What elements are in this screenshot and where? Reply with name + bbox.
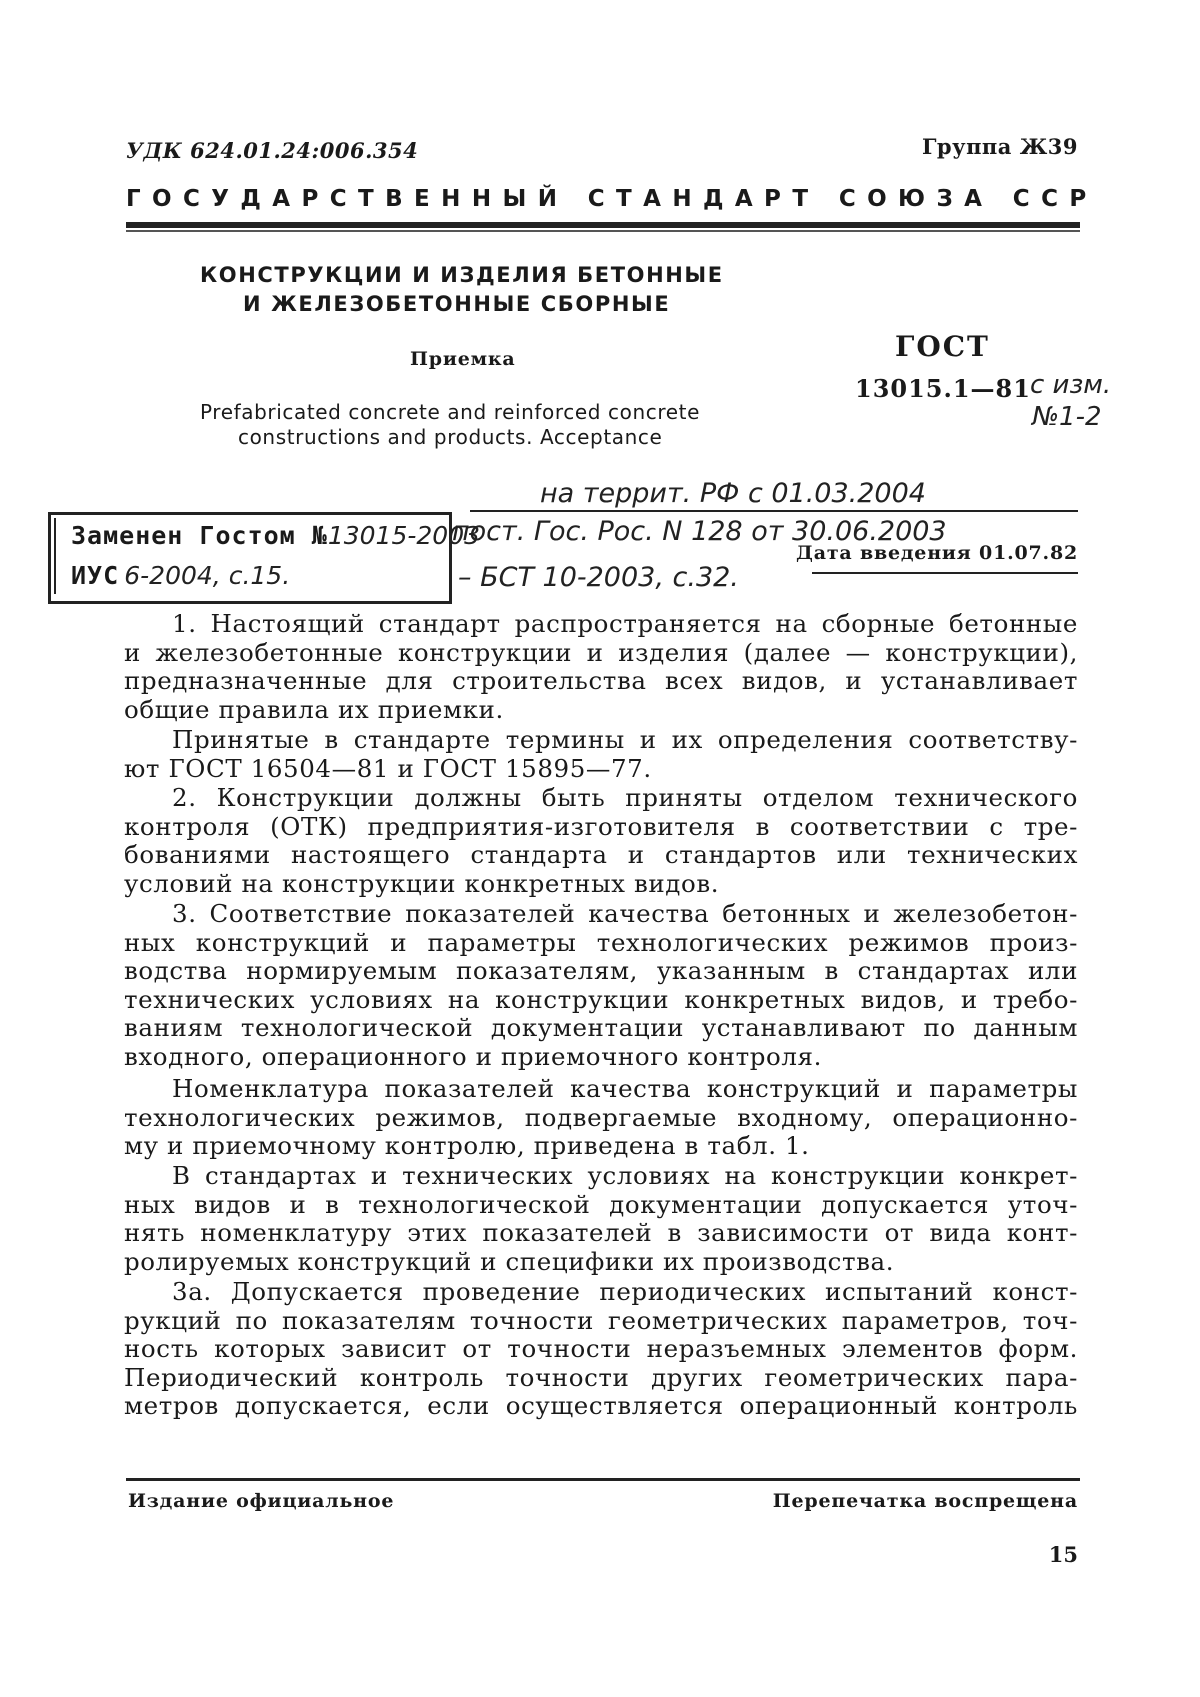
handwritten-changes-1: с изм. — [1030, 370, 1112, 400]
handwritten-territory-note: на террит. РФ с 01.03.2004 — [540, 478, 926, 509]
group-code: Группа Ж39 — [921, 134, 1078, 159]
reprint-prohibited-note: Перепечатка воспрещена — [772, 1490, 1078, 1512]
handwritten-bst-note: – БСТ 10-2003, с.32. — [458, 562, 739, 593]
handwritten-decree-note: пост. Гос. Рос. N 128 от 30.06.2003 — [452, 516, 947, 547]
stamp-ius-issue: 6-2004, с.15. — [124, 561, 291, 590]
stamp-replacing-standard: 13015-2003 — [327, 521, 481, 550]
gost-number: 13015.1—81 — [855, 374, 1031, 403]
intro-date-underline — [812, 572, 1078, 574]
paragraph-2: Принятые в стандарте термины и их определения соответству- ют ГОСТ 16504—81 и ГОСТ 15895—77. — [124, 725, 1078, 783]
handwritten-changes-2: №1-2 — [1032, 402, 1102, 432]
paragraph-1: 1. Настоящий стандарт распространяется на сборные бетонные и железобетонные конструкции и изделия (далее — конструкции), предназначенные для строительства всех видов, и устанавливает общие правила их приемки. — [124, 609, 1078, 724]
header-rule-thick — [126, 222, 1080, 228]
footer-rule — [126, 1478, 1080, 1481]
gost-label: ГОСТ — [895, 330, 990, 363]
paragraph-7: 3а. Допускается проведение периодических испытаний конст- рукций по показателям точности геометрических параметров, точ- ность которых зависит от точности неразъемных элементов форм. Периодический контроль точности других геометрических пара- метров допускается, если осуществляется операционный контроль — [124, 1277, 1078, 1421]
paragraph-6: В стандартах и технических условиях на конструкции конкрет- ных видов и в технологической документации допускается уточ- нять номенклатуру этих показателей в зависимости от вида конт- ролируемых конструкций и специфики их производства. — [124, 1161, 1078, 1276]
state-standard-heading: ГОСУДАРСТВЕННЫЙ СТАНДАРТ СОЮЗА ССР — [126, 186, 1098, 212]
introduction-date: Дата введения 01.07.82 — [796, 542, 1078, 564]
stamp-replaced-by-label: Заменен Гостом № — [71, 521, 328, 550]
paragraph-3: 2. Конструкции должны быть приняты отделом технического контроля (ОТК) предприятия-изготовителя в соответствии с тре- бованиями настоящего стандарта и стандартов или технических условий на конструкции конкретных видов. — [124, 783, 1078, 898]
replacement-stamp — [48, 512, 481, 604]
title-line-2: И ЖЕЛЕЗОБЕТОННЫЕ СБОРНЫЕ — [243, 292, 671, 316]
document-subtitle: Приемка — [410, 348, 516, 370]
official-edition-note: Издание официальное — [128, 1490, 395, 1512]
page-number: 15 — [1048, 1542, 1078, 1567]
annotation-underline — [470, 510, 1078, 512]
header-rule-thin — [126, 230, 1080, 232]
stamp-ius-label: ИУС — [71, 561, 120, 590]
paragraph-5: Номенклатура показателей качества конструкций и параметры технологических режимов, подвергаемые входному, операционно- му и приемочному контролю, приведена в табл. 1. — [124, 1074, 1078, 1161]
english-title-line-2: constructions and products. Acceptance — [238, 425, 663, 449]
stamp-inner-rule — [54, 518, 56, 594]
udk-code: УДК 624.01.24:006.354 — [126, 138, 419, 163]
title-line-1: КОНСТРУКЦИИ И ИЗДЕЛИЯ БЕТОННЫЕ — [200, 263, 724, 287]
paragraph-4: 3. Соответствие показателей качества бетонных и железобетон- ных конструкций и параметры технологических режимов произ- водства нормируемым показателям, указанным в стандартах или технических условиях на конструкции конкретных видов, и требо- ваниям технологической документации устанавливают по данным входного, операционного и приемочного контроля. — [124, 899, 1078, 1071]
english-title-line-1: Prefabricated concrete and reinforced concrete — [200, 400, 700, 424]
